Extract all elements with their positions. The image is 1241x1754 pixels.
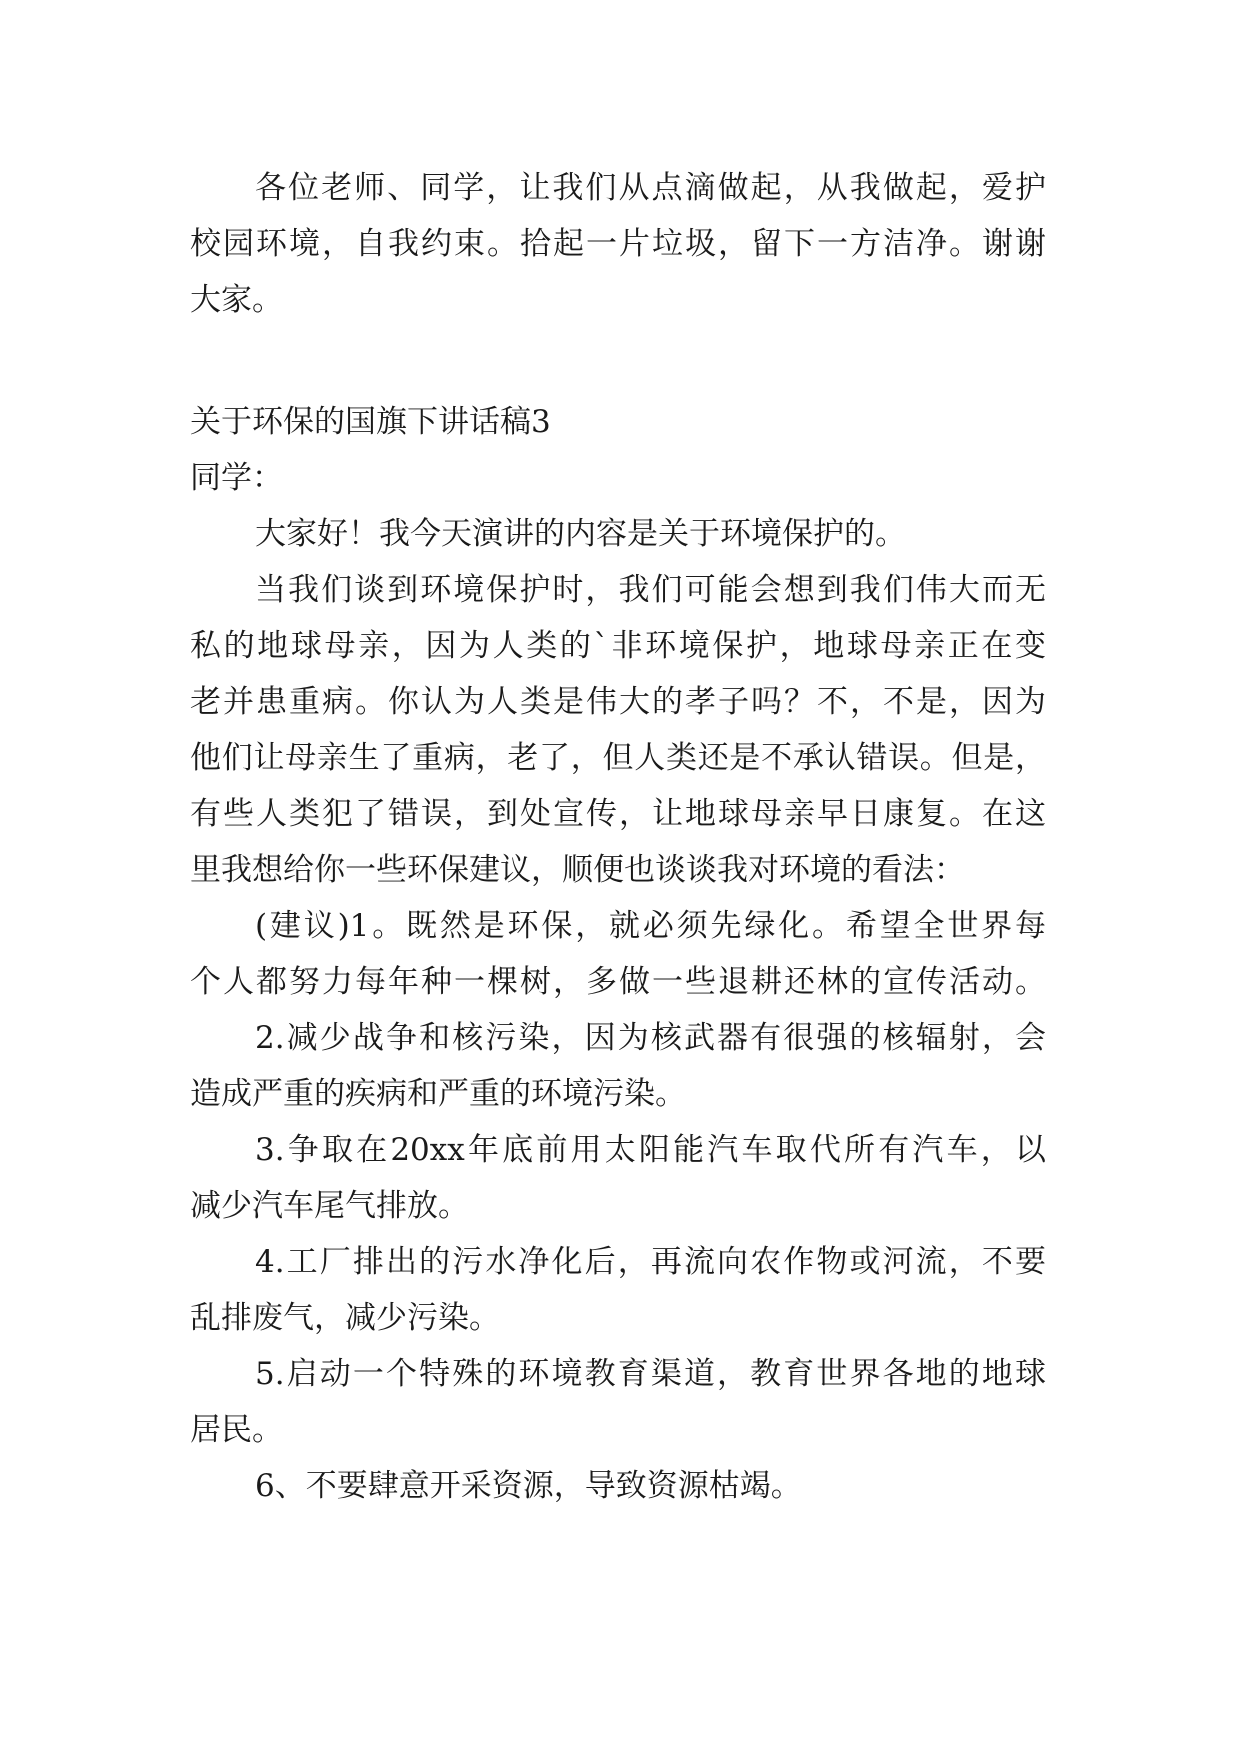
suggestion-6-line-1: 6、不要肆意开采资源，导致资源枯竭。: [255, 1468, 802, 1504]
section-heading: 关于环保的国旗下讲话稿3: [190, 404, 551, 440]
salutation: 同学：: [190, 460, 283, 496]
suggestion-4-line-2: 乱排废气，减少污染。: [190, 1300, 500, 1336]
paragraph-intro-line-6: 里我想给你一些环保建议，顺便也谈谈我对环境的看法：: [190, 852, 965, 888]
suggestion-1-line-1: (建议)1。既然是环保，就必须先绿化。希望全世界每: [255, 908, 1046, 944]
suggestion-3-line-2: 减少汽车尾气排放。: [190, 1188, 469, 1224]
paragraph-closing-line-1: 各位老师、同学，让我们从点滴做起，从我做起，爱护: [255, 170, 1046, 206]
paragraph-closing-line-2: 校园环境，自我约束。拾起一片垃圾，留下一方洁净。谢谢: [190, 226, 1046, 262]
suggestion-1-line-2: 个人都努力每年种一棵树，多做一些退耕还林的宣传活动。: [190, 964, 1046, 1000]
paragraph-intro-line-1: 当我们谈到环境保护时，我们可能会想到我们伟大而无: [255, 572, 1046, 608]
suggestion-5-line-2: 居民。: [190, 1412, 283, 1448]
suggestion-3-line-1: 3.争取在20xx年底前用太阳能汽车取代所有汽车，以: [255, 1132, 1046, 1168]
suggestion-2-line-2: 造成严重的疾病和严重的环境污染。: [190, 1076, 686, 1112]
suggestion-4-line-1: 4.工厂排出的污水净化后，再流向农作物或河流，不要: [255, 1244, 1046, 1280]
paragraph-intro-line-2: 私的地球母亲，因为人类的`非环境保护，地球母亲正在变: [190, 628, 1046, 664]
paragraph-intro-line-3: 老并患重病。你认为人类是伟大的孝子吗？不，不是，因为: [190, 684, 1046, 720]
paragraph-intro-line-5: 有些人类犯了错误，到处宣传，让地球母亲早日康复。在这: [190, 796, 1046, 832]
suggestion-5-line-1: 5.启动一个特殊的环境教育渠道，教育世界各地的地球: [255, 1356, 1046, 1392]
paragraph-intro-line-4: 他们让母亲生了重病，老了，但人类还是不承认错误。但是，: [190, 740, 1046, 776]
greeting-line: 大家好！我今天演讲的内容是关于环境保护的。: [255, 516, 906, 552]
suggestion-2-line-1: 2.减少战争和核污染，因为核武器有很强的核辐射，会: [255, 1020, 1046, 1056]
paragraph-closing-line-3: 大家。: [190, 282, 283, 318]
